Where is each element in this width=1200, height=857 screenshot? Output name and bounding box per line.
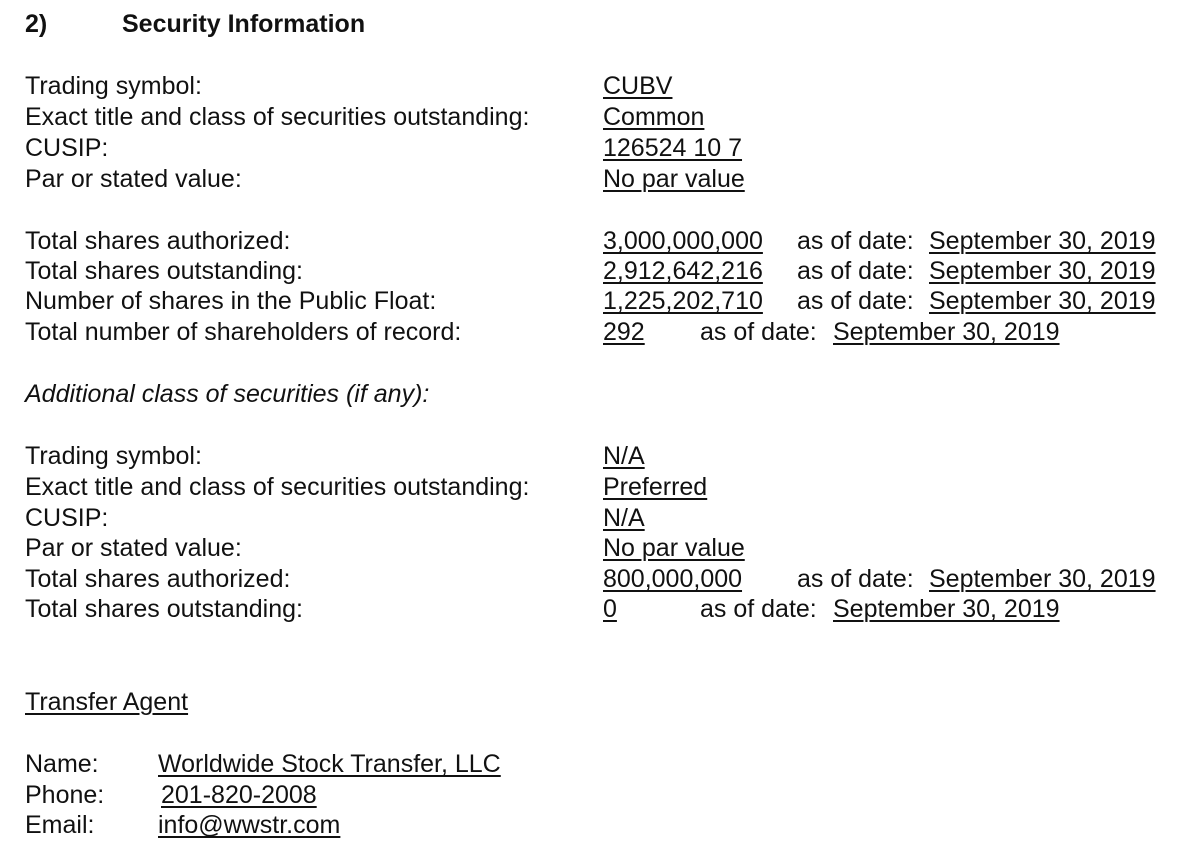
par-value-row bbox=[0, 164, 1200, 195]
trading-symbol-label: Trading symbol: bbox=[25, 72, 202, 100]
agent-name-value: Worldwide Stock Transfer, LLC bbox=[158, 750, 501, 778]
additional-authorized-value: 800,000,000 bbox=[603, 565, 743, 593]
agent-email-label: Email: bbox=[25, 811, 95, 839]
additional-title-class-label: Exact title and class of securities outstanding: bbox=[25, 473, 530, 501]
as-of-label: as of date: bbox=[797, 287, 914, 315]
additional-outstanding-label: Total shares outstanding: bbox=[25, 595, 303, 623]
agent-phone-label: Phone: bbox=[25, 781, 105, 809]
shares-authorized-date: September 30, 2019 bbox=[929, 227, 1156, 255]
holders-value: 292 bbox=[603, 318, 645, 346]
agent-name-label: Name: bbox=[25, 750, 99, 778]
additional-authorized-row bbox=[0, 564, 1200, 595]
section-title: Security Information bbox=[122, 10, 366, 38]
par-value-label: Par or stated value: bbox=[25, 165, 242, 193]
trading-symbol-value: CUBV bbox=[603, 72, 673, 100]
par-value-value: No par value bbox=[603, 165, 745, 193]
trading-symbol-row bbox=[0, 71, 1200, 102]
shares-outstanding-row bbox=[0, 256, 1200, 287]
shares-outstanding-date: September 30, 2019 bbox=[929, 257, 1156, 285]
shares-outstanding-label: Total shares outstanding: bbox=[25, 257, 303, 285]
additional-par-value-label: Par or stated value: bbox=[25, 534, 242, 562]
holders-date: September 30, 2019 bbox=[833, 318, 1060, 346]
agent-phone-row bbox=[0, 780, 1200, 811]
public-float-value: 1,225,202,710 bbox=[603, 287, 763, 315]
public-float-date: September 30, 2019 bbox=[929, 287, 1156, 315]
shares-outstanding-value: 2,912,642,216 bbox=[603, 257, 763, 285]
as-of-label: as of date: bbox=[700, 595, 817, 623]
public-float-label: Number of shares in the Public Float: bbox=[25, 287, 437, 315]
agent-name-row bbox=[0, 749, 1200, 780]
additional-authorized-label: Total shares authorized: bbox=[25, 565, 291, 593]
section-number: 2) bbox=[25, 10, 48, 38]
cusip-row bbox=[0, 133, 1200, 164]
additional-par-value-value: No par value bbox=[603, 534, 745, 562]
as-of-label: as of date: bbox=[797, 257, 914, 285]
additional-title-class-row bbox=[0, 472, 1200, 503]
agent-email-row bbox=[0, 810, 1200, 841]
additional-par-value-row bbox=[0, 533, 1200, 564]
transfer-agent-heading: Transfer Agent bbox=[25, 688, 189, 716]
agent-phone-value: 201-820-2008 bbox=[161, 781, 317, 809]
additional-trading-symbol-label: Trading symbol: bbox=[25, 442, 202, 470]
cusip-label: CUSIP: bbox=[25, 134, 109, 162]
title-class-row bbox=[0, 102, 1200, 133]
as-of-label: as of date: bbox=[797, 227, 914, 255]
title-class-value: Common bbox=[603, 103, 705, 131]
additional-trading-symbol-row bbox=[0, 441, 1200, 472]
additional-authorized-date: September 30, 2019 bbox=[929, 565, 1156, 593]
additional-title-class-value: Preferred bbox=[603, 473, 708, 501]
additional-cusip-value: N/A bbox=[603, 504, 645, 532]
holders-label: Total number of shareholders of record: bbox=[25, 318, 462, 346]
shares-authorized-value: 3,000,000,000 bbox=[603, 227, 763, 255]
shares-authorized-row bbox=[0, 226, 1200, 257]
as-of-label: as of date: bbox=[797, 565, 914, 593]
additional-outstanding-value: 0 bbox=[603, 595, 617, 623]
shares-authorized-label: Total shares authorized: bbox=[25, 227, 291, 255]
additional-cusip-row bbox=[0, 503, 1200, 534]
additional-outstanding-date: September 30, 2019 bbox=[833, 595, 1060, 623]
holders-row bbox=[0, 317, 1200, 348]
agent-email-link[interactable]: info@wwstr.com bbox=[158, 811, 341, 839]
additional-outstanding-row bbox=[0, 594, 1200, 625]
as-of-label: as of date: bbox=[700, 318, 817, 346]
additional-trading-symbol-value: N/A bbox=[603, 442, 645, 470]
public-float-row bbox=[0, 286, 1200, 317]
additional-class-heading: Additional class of securities (if any): bbox=[25, 380, 430, 408]
additional-cusip-label: CUSIP: bbox=[25, 504, 109, 532]
cusip-value: 126524 10 7 bbox=[603, 134, 743, 162]
title-class-label: Exact title and class of securities outstanding: bbox=[25, 103, 530, 131]
